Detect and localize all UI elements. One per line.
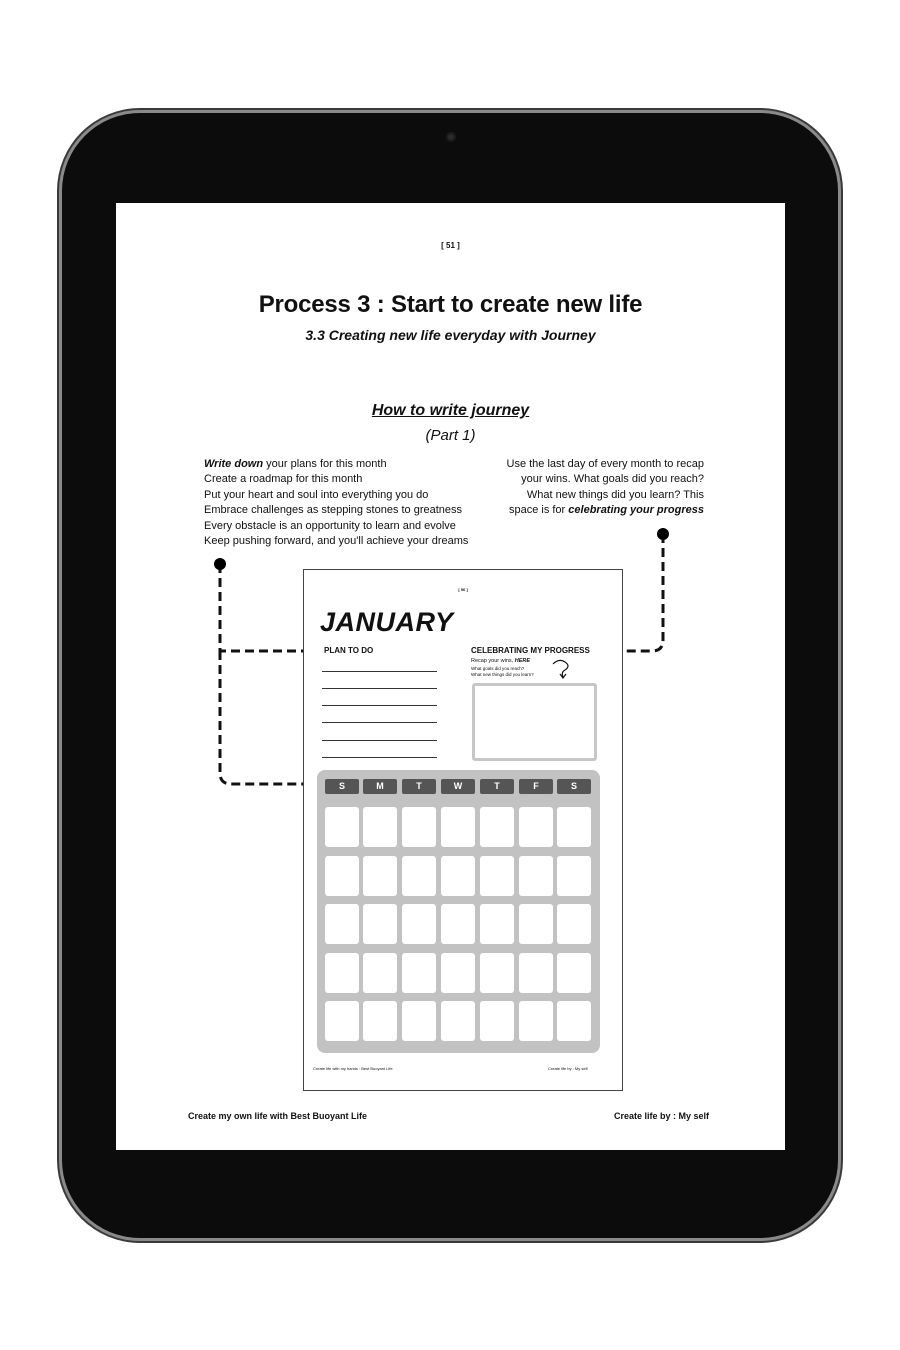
recap-line-2: your wins. What goals did you reach? xyxy=(521,473,704,486)
recap-prompt xyxy=(471,658,530,664)
calendar-day-cell[interactable] xyxy=(402,807,436,847)
calendar-day-cell[interactable] xyxy=(402,904,436,944)
recap-line-3: What new things did you learn? This xyxy=(526,488,704,501)
calendar-day-cell[interactable] xyxy=(363,1001,397,1041)
preview-page-number: [ 56 ] xyxy=(458,587,468,592)
recap-question-1: What goals did you reach? xyxy=(471,666,525,671)
day-header-sat: S xyxy=(557,779,591,794)
day-header-tue: T xyxy=(402,779,436,794)
planner-preview-page xyxy=(303,569,623,1091)
plan-line[interactable] xyxy=(322,688,437,689)
connector-calendar xyxy=(220,651,315,784)
connector-dot-right-top xyxy=(657,528,669,540)
day-header-mon: M xyxy=(363,779,397,794)
calendar-day-cell[interactable] xyxy=(441,856,475,896)
calendar-day-cell[interactable] xyxy=(480,856,514,896)
calendar-day-cell[interactable] xyxy=(363,807,397,847)
curved-arrow-icon xyxy=(551,658,573,680)
calendar-day-cell[interactable] xyxy=(519,953,553,993)
instruction-line-4: Embrace challenges as stepping stones to greatness xyxy=(204,504,463,517)
recap-prompt-here: HERE xyxy=(514,658,530,664)
calendar-day-cell[interactable] xyxy=(325,807,359,847)
calendar-day-cell[interactable] xyxy=(402,953,436,993)
instruction-bold: Write down xyxy=(204,458,264,470)
calendar-day-cell[interactable] xyxy=(441,1001,475,1041)
calendar-day-cell[interactable] xyxy=(325,904,359,944)
calendar-day-cell[interactable] xyxy=(325,953,359,993)
day-header-sun: S xyxy=(325,779,359,794)
day-header-fri: F xyxy=(519,779,553,794)
calendar-day-cell[interactable] xyxy=(557,904,591,944)
plan-line[interactable] xyxy=(322,740,437,741)
footer-right: Create life by : My self xyxy=(614,1111,710,1121)
instruction-line-6: Keep pushing forward, and you'll achieve your dreams xyxy=(204,535,469,548)
connector-dot-left-top xyxy=(214,558,226,570)
plan-line[interactable] xyxy=(322,757,437,758)
recap-questions xyxy=(471,666,534,678)
instruction-line-3: Put your heart and soul into everything you do xyxy=(204,488,429,501)
page-subtitle: 3.3 Creating new life everyday with Journey xyxy=(305,327,596,343)
plan-line[interactable] xyxy=(322,705,437,706)
plan-line[interactable] xyxy=(322,722,437,723)
calendar-day-cell[interactable] xyxy=(363,904,397,944)
instruction-line-2: Create a roadmap for this month xyxy=(204,473,363,486)
camera-icon xyxy=(446,132,456,142)
instruction-rest: your plans for this month xyxy=(263,458,387,470)
calendar-day-cell[interactable] xyxy=(441,953,475,993)
page-title: Process 3 : Start to create new life xyxy=(258,291,643,318)
calendar-day-cell[interactable] xyxy=(557,856,591,896)
calendar-day-cell[interactable] xyxy=(557,807,591,847)
progress-recap-box[interactable] xyxy=(472,683,597,761)
section-part: (Part 1) xyxy=(425,427,476,444)
calendar-day-cell[interactable] xyxy=(325,1001,359,1041)
calendar-day-cell[interactable] xyxy=(363,856,397,896)
recap-line-bold: celebrating your progress xyxy=(568,504,704,517)
recap-prompt-text: Recap your wins, xyxy=(471,658,515,664)
calendar-day-cell[interactable] xyxy=(519,904,553,944)
section-heading: How to write journey xyxy=(371,402,530,419)
calendar-day-cell[interactable] xyxy=(363,953,397,993)
preview-footer-left: Create life with my hands : Best Buoyant Life xyxy=(313,1066,393,1071)
calendar-day-cell[interactable] xyxy=(402,1001,436,1041)
month-title: JANUARY xyxy=(320,607,454,637)
calendar-day-cell[interactable] xyxy=(557,1001,591,1041)
calendar-day-cell[interactable] xyxy=(441,807,475,847)
calendar-day-cell[interactable] xyxy=(325,856,359,896)
calendar-day-cell[interactable] xyxy=(519,807,553,847)
instruction-line-5: Every obstacle is an opportunity to learn and evolve xyxy=(204,519,456,532)
calendar-day-cell[interactable] xyxy=(480,904,514,944)
plan-line[interactable] xyxy=(322,671,437,672)
day-header-wed: W xyxy=(441,779,475,794)
calendar-day-cell[interactable] xyxy=(402,856,436,896)
calendar-day-cell[interactable] xyxy=(519,856,553,896)
calendar-day-cell[interactable] xyxy=(441,904,475,944)
day-header-thu: T xyxy=(480,779,514,794)
document-page xyxy=(116,203,785,1150)
footer-left: Create my own life with Best Buoyant Life xyxy=(188,1111,368,1121)
recap-question-2: What new things did you learn? xyxy=(471,672,534,677)
calendar-day-cell[interactable] xyxy=(519,1001,553,1041)
calendar-day-cell[interactable] xyxy=(557,953,591,993)
page-number: [ 51 ] xyxy=(441,241,460,250)
celebrating-label: CELEBRATING MY PROGRESS xyxy=(471,646,590,655)
calendar-day-cell[interactable] xyxy=(480,1001,514,1041)
recap-line-rest: space is for xyxy=(508,504,569,517)
plan-to-do-label: PLAN TO DO xyxy=(324,646,374,655)
recap-line-1: Use the last day of every month to recap xyxy=(506,458,704,470)
calendar-day-cell[interactable] xyxy=(480,953,514,993)
preview-footer-right: Create life by : My self xyxy=(548,1066,588,1071)
month-calendar xyxy=(317,770,600,1053)
calendar-day-cell[interactable] xyxy=(480,807,514,847)
connector-plan xyxy=(220,564,315,651)
